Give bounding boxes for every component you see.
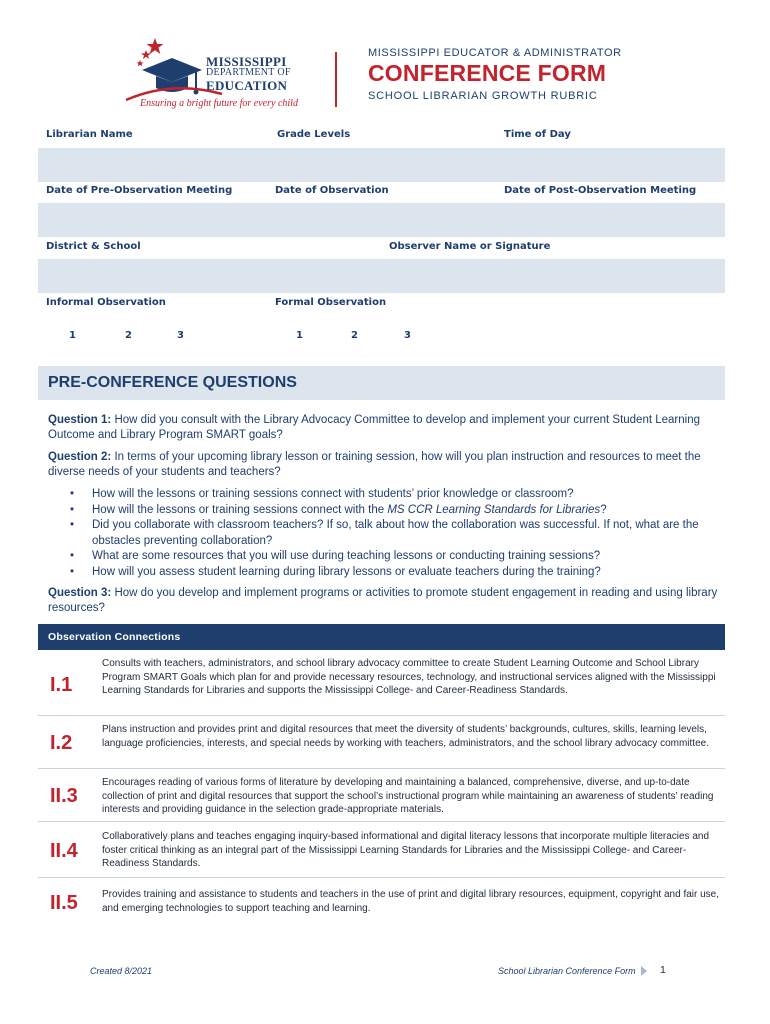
list-item xyxy=(48,503,718,519)
standard-desc-ii5: Provides training and assistance to students and teachers in the use of print and digital library resources, equipment, copyright and fair use, and emerging technologies to support teaching and learning. xyxy=(102,889,720,914)
dates-field[interactable] xyxy=(38,203,725,237)
standard-desc-ii3: Encourages reading of various forms of literature by developing and maintaining a balanced, comprehensive, diverse, and up-to-date collection of print and digital resources that support the school’s instructional program while maintaining an awareness of students’ reading interests and providing guidance in the selection grade-appropriate materials. xyxy=(102,777,714,815)
header-subtitle: MISSISSIPPI EDUCATOR & ADMINISTRATOR xyxy=(368,47,622,59)
standard-desc-i2: Plans instruction and provides print and digital resources that meet the diversity of students’ backgrounds, cultures, skills, learning levels, language proficiencies, interests, and special needs by working with teachers, administrators, and the school library advocacy committee. xyxy=(102,724,709,749)
formal-option-1[interactable]: 1 xyxy=(296,330,303,341)
pre-observation-date-label: Date of Pre-Observation Meeting xyxy=(46,185,233,196)
librarian-name-label: Librarian Name xyxy=(46,129,133,140)
list-item: • How will the lessons or training sessions connect with students’ prior knowledge or classroom? xyxy=(48,487,718,503)
observation-date-label: Date of Observation xyxy=(275,185,389,196)
list-item: • What are some resources that you will use during teaching lessons or conducting training sessions? xyxy=(48,549,718,565)
row-divider xyxy=(38,877,725,878)
list-item: • How will you assess student learning during library lessons or evaluate teachers during the training? xyxy=(48,565,718,581)
post-observation-date-label: Date of Post-Observation Meeting xyxy=(504,185,697,196)
logo-star-small-icon xyxy=(141,50,151,59)
footer-form-name: School Librarian Conference Form xyxy=(498,966,636,976)
standard-code-ii3: II.3 xyxy=(50,785,78,807)
standards-reference: MS CCR Learning Standards for Libraries xyxy=(387,503,601,516)
formal-option-2[interactable]: 2 xyxy=(351,330,358,341)
formal-observation-label: Formal Observation xyxy=(275,297,387,308)
logo-line-education: EDUCATION xyxy=(206,78,288,93)
district-school-label: District & School xyxy=(46,241,141,252)
standard-code-ii4: II.4 xyxy=(50,840,78,862)
standard-code-i1: I.1 xyxy=(50,674,73,696)
row-divider xyxy=(38,715,725,716)
logo-line-department: DEPARTMENT OF xyxy=(206,67,291,78)
formal-option-3[interactable]: 3 xyxy=(404,330,411,341)
informal-option-2[interactable]: 2 xyxy=(125,330,132,341)
informal-option-3[interactable]: 3 xyxy=(177,330,184,341)
question-3-label: Question 3: xyxy=(48,587,112,599)
standard-code-i2: I.2 xyxy=(50,732,73,754)
district-observer-field[interactable] xyxy=(38,259,725,293)
footer-created-date: Created 8/2021 xyxy=(90,966,153,976)
question-3-text: How do you develop and implement programs or activities to promote student engagement in reading and using library resources? xyxy=(48,587,718,614)
question-1 xyxy=(48,413,718,443)
standard-desc-i1: Consults with teachers, administrators, and school library advocacy committee to create Student Learning Outcome and School Library Program SMART Goals which plan for and provide necessary resources, technology, and instructional services aligned with the Mississippi Learning Standards for Libraries and supports the Mississippi College- and Career-Readiness Standards. xyxy=(102,658,716,696)
rubric-title: SCHOOL LIBRARIAN GROWTH RUBRIC xyxy=(368,90,598,102)
standard-code-ii5: II.5 xyxy=(50,892,78,914)
list-item: • Did you collaborate with classroom teachers? If so, talk about how the collaboration was successful. If not, what are the obstacles preventing collaboration? xyxy=(48,518,718,549)
page-number: 1 xyxy=(660,964,666,976)
logo-star-icon xyxy=(147,38,164,54)
question-2-label: Question 2: xyxy=(48,451,112,463)
time-of-day-label: Time of Day xyxy=(504,129,571,140)
row-divider xyxy=(38,821,725,822)
librarian-info-field[interactable] xyxy=(38,148,725,182)
logo-star-tiny-icon xyxy=(137,60,144,66)
observer-label: Observer Name or Signature xyxy=(389,241,551,252)
footer-arrow-icon xyxy=(641,966,647,976)
question-2 xyxy=(48,450,718,480)
observation-connections-title: Observation Connections xyxy=(48,631,181,643)
bullet-2-end: ? xyxy=(600,503,607,516)
pre-conference-title: PRE-CONFERENCE QUESTIONS xyxy=(48,374,297,391)
page-title: CONFERENCE FORM xyxy=(368,60,607,86)
informal-option-1[interactable]: 1 xyxy=(69,330,76,341)
question-1-text: How did you consult with the Library Advocacy Committee to develop and implement your current Student Learning Outcome and Library Program SMART goals? xyxy=(48,414,701,441)
grade-levels-label: Grade Levels xyxy=(277,129,351,140)
question-3 xyxy=(48,586,718,616)
logo-tagline: Ensuring a bright future for every child xyxy=(140,98,298,109)
bullet-2-text: How will the lessons or training sessions connect with the xyxy=(92,503,385,516)
question-2-text: In terms of your upcoming library lesson or training session, how will you plan instruction and resources to meet the diverse needs of your students and teachers? xyxy=(48,451,701,478)
question-2-bullets xyxy=(48,487,718,580)
question-1-label: Question 1: xyxy=(48,414,112,426)
logo-line-mississippi: MISSISSIPPI xyxy=(206,54,287,69)
informal-observation-label: Informal Observation xyxy=(46,297,166,308)
graduation-cap-icon xyxy=(142,58,202,82)
standard-desc-ii4: Collaboratively plans and teaches engaging inquiry-based informational and digital literacy lessons that incorporate multiple literacies and foster critical thinking as an integral part of the Mississippi Learning Standards for Libraries and the Mississippi College- and Career-Readiness Standards. xyxy=(102,831,710,869)
row-divider xyxy=(38,768,725,769)
header-divider xyxy=(335,52,337,107)
